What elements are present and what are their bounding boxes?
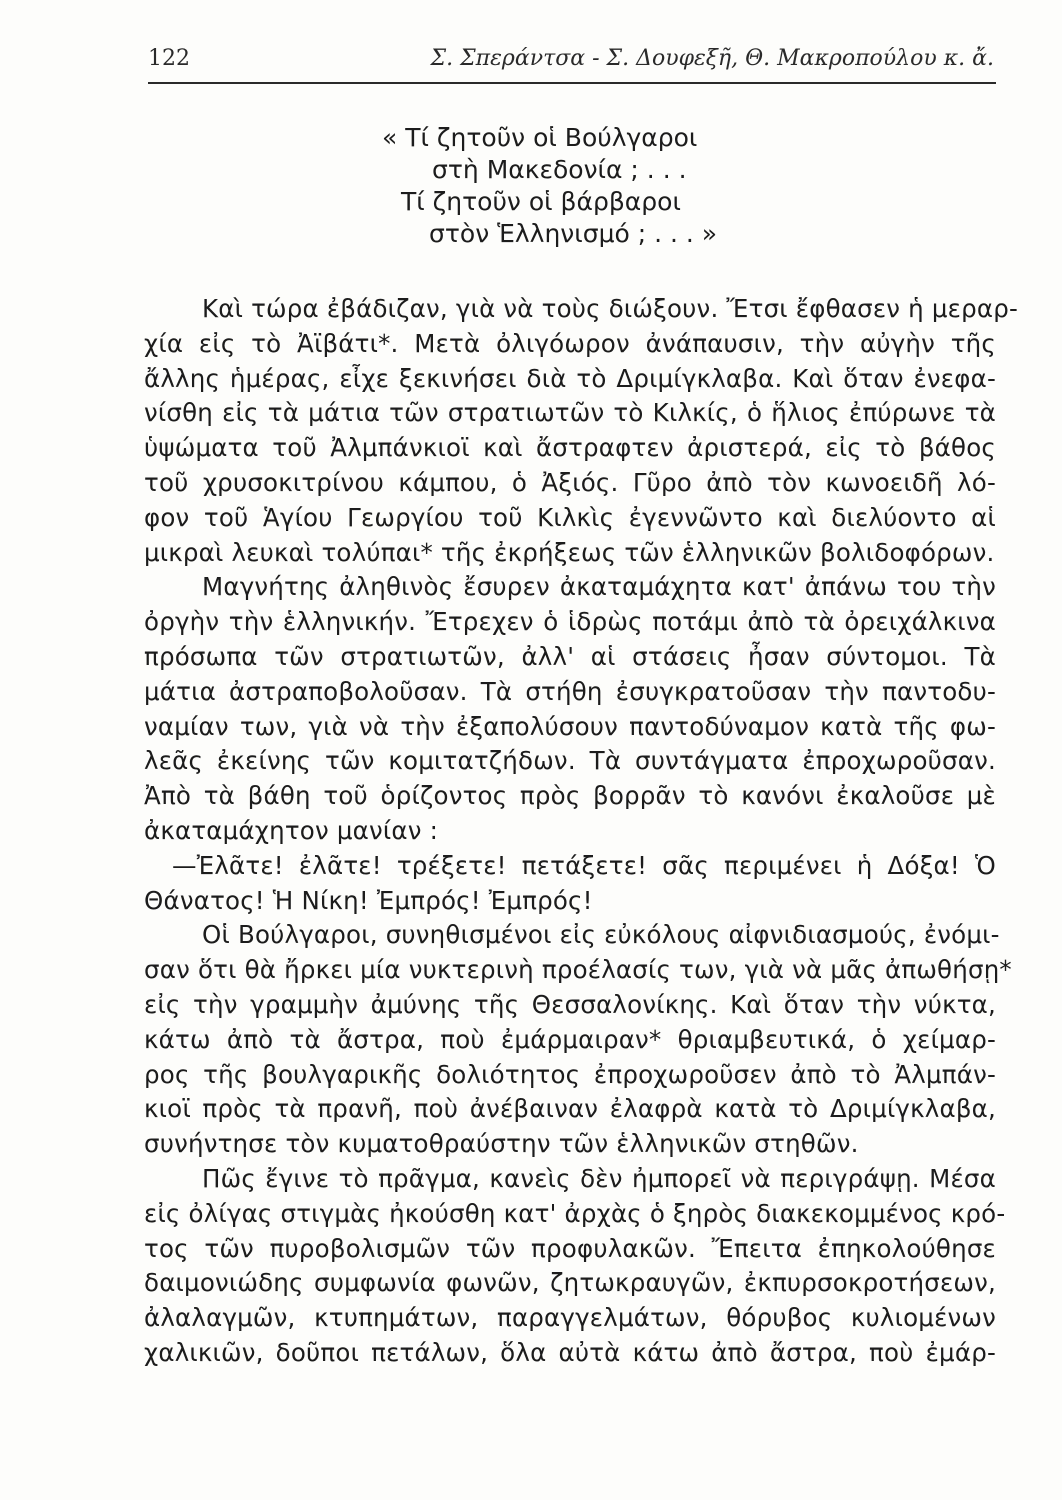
running-header <box>148 42 996 84</box>
text-line: φον τοῦ Ἁγίου Γεωργίου τοῦ Κιλκὶς ἐγεννῶντο καὶ διελύοντο αἱ <box>144 502 996 532</box>
text-line: μικραὶ λευκαὶ τολύπαι* τῆς ἐκρήξεως τῶν ἑλληνικῶν βολιδοφόρων. <box>144 537 995 567</box>
poem-line: στὸν Ἑλληνισμό ; . . . » <box>429 219 718 248</box>
text-line: λεᾶς ἐκείνης τῶν κομιτατζήδων. Τὰ συντάγματα ἐπροχωροῦσαν. <box>144 746 996 776</box>
text-line: σαν ὅτι θὰ ἤρκει μία νυκτερινὴ προέλασίς των, γιὰ νὰ μᾶς ἀπωθήσῃ* <box>144 955 1012 985</box>
poem-line: « Τί ζητοῦν οἱ Βούλγαροι <box>382 123 698 152</box>
text-line: —Ἐλᾶτε! ἐλᾶτε! τρέξετε! πετάξετε! σᾶς περιμένει ἡ Δόξα! Ὁ <box>172 850 996 880</box>
text-line: κάτω ἀπὸ τὰ ἄστρα, ποὺ ἐμάρμαιραν* θριαμβευτικά, ὁ χείμαρ- <box>144 1024 996 1054</box>
text-line: Μαγνήτης ἀληθινὸς ἔσυρεν ἀκαταμάχητα κατ' ἀπάνω του τὴν <box>202 572 996 602</box>
text-line: χαλικιῶν, δοῦποι πετάλων, ὅλα αὐτὰ κάτω ἀπὸ ἄστρα, ποὺ ἐμάρ- <box>144 1337 996 1367</box>
body-text <box>144 292 1019 1371</box>
paragraph <box>144 570 996 848</box>
poem-quote <box>0 122 1062 250</box>
text-line: Ἀπὸ τὰ βάθη τοῦ ὁρίζοντος πρὸς βορρᾶν τὸ κανόνι ἐκαλοῦσε μὲ <box>144 781 996 811</box>
text-line: ναμίαν των, γιὰ νὰ τὴν ἐξαπολύσουν παντοδύναμον κατὰ τῆς φω- <box>144 711 996 741</box>
poem-line: Τί ζητοῦν οἱ βάρβαροι <box>401 187 681 216</box>
header-authors: Σ. Σπεράντσα - Σ. Δουφεξῆ, Θ. Μακροπούλου κ. ἄ. <box>430 46 994 71</box>
text-line: πρόσωπα τῶν στρατιωτῶν, ἀλλ' αἱ στάσεις ἦσαν σύντομοι. Τὰ <box>144 641 996 671</box>
paragraph <box>144 1162 1006 1371</box>
text-line: ἀλαλαγμῶν, κτυπημάτων, παραγγελμάτων, θόρυβος κυλιομένων <box>144 1303 996 1333</box>
text-line: χία εἰς τὸ Ἀϊβάτι*. Μετὰ ὀλιγόωρον ἀνάπαυσιν, τὴν αὐγὴν τῆς <box>144 328 996 358</box>
text-line: ἀκαταμάχητον μανίαν : <box>144 815 439 845</box>
text-line: μάτια ἀστραποβολοῦσαν. Τὰ στήθη ἐσυγκρατοῦσαν τὴν παντοδυ- <box>144 676 996 706</box>
text-line: εἰς τὴν γραμμὴν ἀμύνης τῆς Θεσσαλονίκης. Καὶ ὅταν τὴν νύκτα, <box>144 989 996 1019</box>
text-line: Θάνατος! Ἡ Νίκη! Ἐμπρός! Ἐμπρός! <box>144 885 593 915</box>
text-line: δαιμονιώδης συμφωνία φωνῶν, ζητωκραυγῶν, ἐκπυρσοκροτήσεων, <box>144 1268 996 1298</box>
text-line: τοῦ χρυσοκιτρίνου κάμπου, ὁ Ἀξιός. Γῦρο ἀπὸ τὸν κωνοειδῆ λό- <box>144 467 996 497</box>
text-line: τος τῶν πυροβολισμῶν τῶν προφυλακῶν. Ἔπειτα ἐπηκολούθησε <box>144 1233 996 1263</box>
paragraph <box>144 292 1019 570</box>
text-line: ρος τῆς βουλγαρικῆς δολιότητος ἐπροχωροῦσεν ἀπὸ τὸ Ἀλμπάν- <box>144 1059 996 1089</box>
text-line: Οἱ Βούλγαροι, συνηθισμένοι εἰς εὐκόλους αἰφνιδιασμούς, ἐνόμι- <box>202 920 1000 950</box>
paragraph-dialogue <box>144 849 996 919</box>
page-number: 122 <box>148 46 190 71</box>
paragraph <box>144 918 1012 1162</box>
text-line: συνήντησε τὸν κυματοθραύστην τῶν ἑλληνικῶν στηθῶν. <box>144 1129 859 1159</box>
poem-line: στὴ Μακεδονία ; . . . <box>432 155 687 184</box>
text-line: ὑψώματα τοῦ Ἀλμπάνκιοϊ καὶ ἄστραφτεν ἀριστερά, εἰς τὸ βάθος <box>144 433 996 463</box>
text-line: κιοϊ πρὸς τὰ πρανῆ, ποὺ ἀνέβαιναν ἐλαφρὰ κατὰ τὸ Δριμίγκλαβα, <box>144 1094 996 1124</box>
text-line: νίσθη εἰς τὰ μάτια τῶν στρατιωτῶν τὸ Κιλκίς, ὁ ἥλιος ἐπύρωνε τὰ <box>144 398 996 428</box>
text-line: ὀργὴν τὴν ἑλληνικήν. Ἔτρεχεν ὁ ἱδρὼς ποτάμι ἀπὸ τὰ ὀρειχάλκινα <box>144 607 996 637</box>
text-line: εἰς ὀλίγας στιγμὰς ἠκούσθη κατ' ἀρχὰς ὁ ξηρὸς διακεκομμένος κρό- <box>144 1198 1006 1228</box>
text-line: ἄλλης ἡμέρας, εἶχε ξεκινήσει διὰ τὸ Δριμίγκλαβα. Καὶ ὅταν ἐνεφα- <box>144 363 996 393</box>
text-line: Πῶς ἔγινε τὸ πρᾶγμα, κανεὶς δὲν ἠμπορεῖ νὰ περιγράψῃ. Μέσα <box>202 1163 996 1193</box>
text-line: Καὶ τώρα ἐβάδιζαν, γιὰ νὰ τοὺς διώξουν. Ἔτσι ἔφθασεν ἡ μεραρ- <box>202 294 1019 323</box>
